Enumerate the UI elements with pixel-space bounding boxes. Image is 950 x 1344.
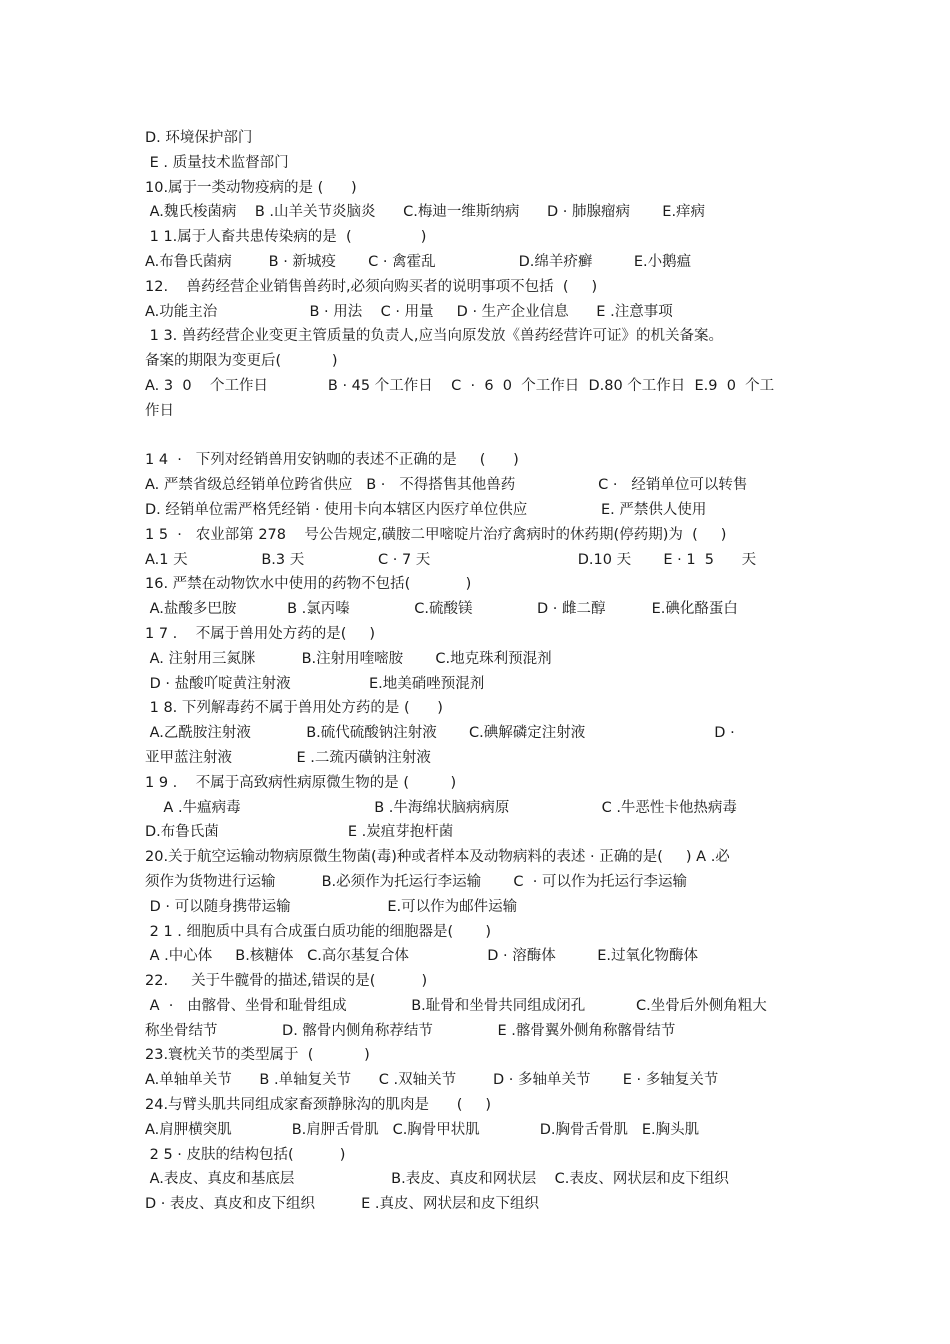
text-line: A.表皮、真皮和基底层 B.表皮、真皮和网状层 C.表皮、网状层和皮下组织 [145,1171,729,1188]
text-line: A · 由髂骨、坐骨和耻骨组成 B.耻骨和坐骨共同组成闭孔 C.坐骨后外侧角粗大 [145,997,767,1014]
text-line: A.单轴单关节 B .单轴复关节 C .双轴关节 D · 多轴单关节 E · 多轴复关节 [145,1072,719,1089]
text-line: A.魏氏梭菌病 B .山羊关节炎脑炎 C.梅迪一维斯纳病 D · 肺腺瘤病 E.痒病 [145,204,706,221]
text-line: 备案的期限为变更后( ) [145,353,338,370]
text-line: 23.寰枕关节的类型属于 ( ) [145,1047,370,1064]
text-line: 12. 兽药经营企业销售兽药时,必须向购买者的说明事项不包括 ( ) [145,278,598,295]
text-line: 称坐骨结节 D. 髂骨内侧角称荐结节 E .髂骨翼外侧角称髂骨结节 [145,1022,676,1039]
blank-line [145,424,815,449]
text-line: 1 1.属于人畜共患传染病的是 ( ) [145,229,427,246]
text-line: 亚甲蓝注射液 E .二巯丙磺钠注射液 [145,749,431,766]
text-line: 作日 [145,402,174,419]
text-line: 22. 关于牛髋骨的描述,错误的是( ) [145,973,428,990]
text-line: A.乙酰胺注射液 B.硫代硫酸钠注射液 C.碘解磷定注射液 D · [145,725,735,742]
text-line: 1 7 . 不属于兽用处方药的是( ) [145,625,376,642]
exam-text-body [145,126,815,1217]
text-line: A .中心体 B.核糖体 C.高尔基复合体 D · 溶酶体 E.过氧化物酶体 [145,948,699,965]
text-line: A.功能主治 B · 用法 C · 用量 D · 生产企业信息 E .注意事项 [145,303,673,320]
text-line: A .牛瘟病毒 B .牛海绵状脑病病原 C .牛恶性卡他热病毒 [145,799,737,816]
text-line: 1 3. 兽药经营企业变更主管质量的负责人,应当向原发放《兽药经营许可证》的机关备案。 [145,328,723,345]
text-line: A.1 天 B.3 天 C · 7 天 D.10 天 E · 1 5 天 [145,551,757,568]
text-line: 1 8. 下列解毒药不属于兽用处方药的是 ( ) [145,700,443,717]
text-line: A.肩胛横突肌 B.肩胛舌骨肌 C.胸骨甲状肌 D.胸骨舌骨肌 E.胸头肌 [145,1121,700,1138]
text-line: 16. 严禁在动物饮水中使用的药物不包括( ) [145,576,472,593]
text-line: 1 5 · 农业部第 278 号公告规定,磺胺二甲嘧啶片治疗禽病时的休药期(停药期)为 ( ) [145,526,727,543]
text-line: D. 环境保护部门 [145,130,253,146]
text-line: A. 严禁省级总经销单位跨省供应 B · 不得搭售其他兽药 C · 经销单位可以转售 [145,477,748,494]
text-line: 1 9 . 不属于高致病性病原微生物的是 ( ) [145,774,457,791]
text-line: E . 质量技术监督部门 [145,154,289,171]
text-line: D.布鲁氏菌 E .炭疽芽抱杆菌 [145,824,454,841]
text-line: A. 3 0 个工作日 B · 45 个工作日 C · 6 0 个工作日 D.80 个工作日 E.9 0 个工 [145,377,775,394]
text-line: D. 经销单位需严格凭经销 · 使用卡向本辖区内医疗单位供应 E. 严禁供人使用 [145,501,707,518]
text-line: A.盐酸多巴胺 B .氯丙嗪 C.硫酸镁 D · 雌二醇 E.碘化酪蛋白 [145,601,738,618]
text-line: 1 4 · 下列对经销兽用安钠咖的表述不正确的是 ( ) [145,452,519,469]
text-line: D · 可以随身携带运输 E.可以作为邮件运输 [145,898,518,915]
text-line: 须作为货物进行运输 B.必须作为托运行李运输 C · 可以作为托运行李运输 [145,873,687,890]
text-line: 2 5 · 皮肤的结构包括( ) [145,1146,346,1163]
text-line: 20.关于航空运输动物病原微生物菌(毒)种或者样本及动物病料的表述 · 正确的是( ) A .必 [145,849,730,866]
text-line: A.布鲁氏菌病 B · 新城疫 C · 禽霍乱 D.绵羊疥癣 E.小鹅瘟 [145,253,692,270]
text-line: 10.属于一类动物疫病的是 ( ) [145,179,357,196]
text-line: A. 注射用三氮脒 B.注射用喹嘧胺 C.地克珠利预混剂 [145,650,552,667]
text-line: D · 表皮、真皮和皮下组织 E .真皮、网状层和皮下组织 [145,1196,539,1213]
text-line: 2 1 . 细胞质中具有合成蛋白质功能的细胞器是( ) [145,923,492,940]
text-line: 24.与臂头肌共同组成家畜颈静脉沟的肌肉是 ( ) [145,1097,492,1114]
text-line: D · 盐酸吖啶黄注射液 E.地美硝唑预混剂 [145,675,485,692]
